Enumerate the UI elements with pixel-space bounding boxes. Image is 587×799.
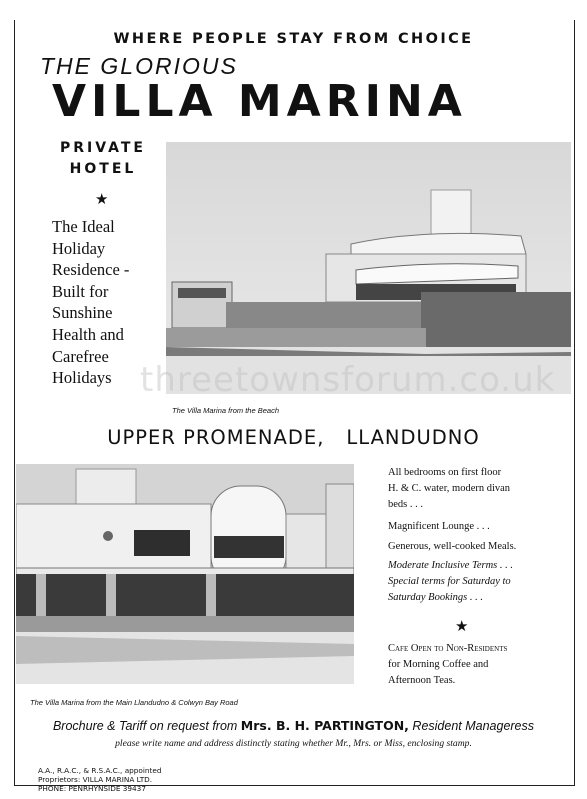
- feature-line: beds . . .: [388, 499, 423, 510]
- terms-line: Saturday Bookings . . .: [388, 592, 483, 603]
- beach-photo: [166, 142, 571, 394]
- cafe-line: for Morning Coffee and: [388, 659, 489, 670]
- road-photo-caption: The Villa Marina from the Main Llandudno & Colwyn Bay Road: [30, 698, 238, 707]
- ideal-line: Sunshine: [52, 303, 113, 323]
- star-icon: ★: [455, 619, 469, 635]
- page-title: VILLA MARINA: [52, 76, 467, 127]
- ideal-line: Carefree: [52, 346, 109, 366]
- cafe-line: Afternoon Teas.: [388, 675, 456, 686]
- footer-proprietors: Proprietors: VILLA MARINA LTD.: [38, 775, 153, 784]
- ideal-line: The Ideal: [52, 217, 115, 236]
- watermark: threetownsforum.co.uk: [140, 360, 556, 400]
- cafe-notice: [388, 641, 507, 689]
- ideal-line: Residence -: [52, 260, 130, 280]
- tagline: WHERE PEOPLE STAY FROM CHOICE: [113, 31, 474, 47]
- brochure-line: [0, 718, 587, 733]
- terms-line: Moderate Inclusive Terms . . .: [388, 560, 514, 571]
- footer-phone: PHONE: PENRHYNSIDE 39437: [38, 784, 146, 793]
- address-town: LLANDUDNO: [346, 426, 480, 449]
- footer-appointed: A.A., R.A.C., & R.S.A.C., appointed: [38, 766, 162, 775]
- features-list: [388, 465, 516, 606]
- address-street: UPPER PROMENADE,: [107, 426, 325, 449]
- the-glorious-heading: THE GLORIOUS: [40, 53, 238, 79]
- cafe-line: Cafe Open to Non-Residents: [388, 643, 508, 654]
- ideal-line: Holiday: [52, 238, 106, 258]
- address-heading: [0, 426, 587, 449]
- ideal-line: Built for: [52, 281, 109, 301]
- write-instructions: please write name and address distinctly stating whether Mr., Mrs. or Miss, enclosing stamp.: [115, 738, 472, 749]
- terms-line: Special terms for Saturday to: [388, 576, 511, 587]
- manageress-name: Mrs. B. H. PARTINGTON,: [240, 718, 409, 733]
- hotel-line: HOTEL: [69, 161, 137, 177]
- feature-line: Generous, well-cooked Meals.: [388, 541, 517, 552]
- ideal-line: Health and: [52, 324, 124, 344]
- star-icon: ★: [95, 192, 109, 208]
- feature-line: H. & C. water, modern divan: [388, 483, 511, 494]
- feature-line: All bedrooms on first floor: [388, 467, 502, 478]
- ideal-line: Holidays: [52, 368, 112, 388]
- feature-line: Magnificent Lounge . . .: [388, 521, 490, 532]
- road-photo: [16, 464, 354, 684]
- brochure-post: Resident Manageress: [408, 719, 535, 733]
- brochure-pre: Brochure & Tariff on request from: [52, 719, 241, 733]
- ideal-holiday-text: [52, 216, 129, 389]
- private-line: PRIVATE: [60, 140, 146, 156]
- private-hotel-heading: [48, 138, 158, 180]
- footer: [38, 766, 162, 793]
- beach-photo-caption: The Villa Marina from the Beach: [172, 406, 279, 415]
